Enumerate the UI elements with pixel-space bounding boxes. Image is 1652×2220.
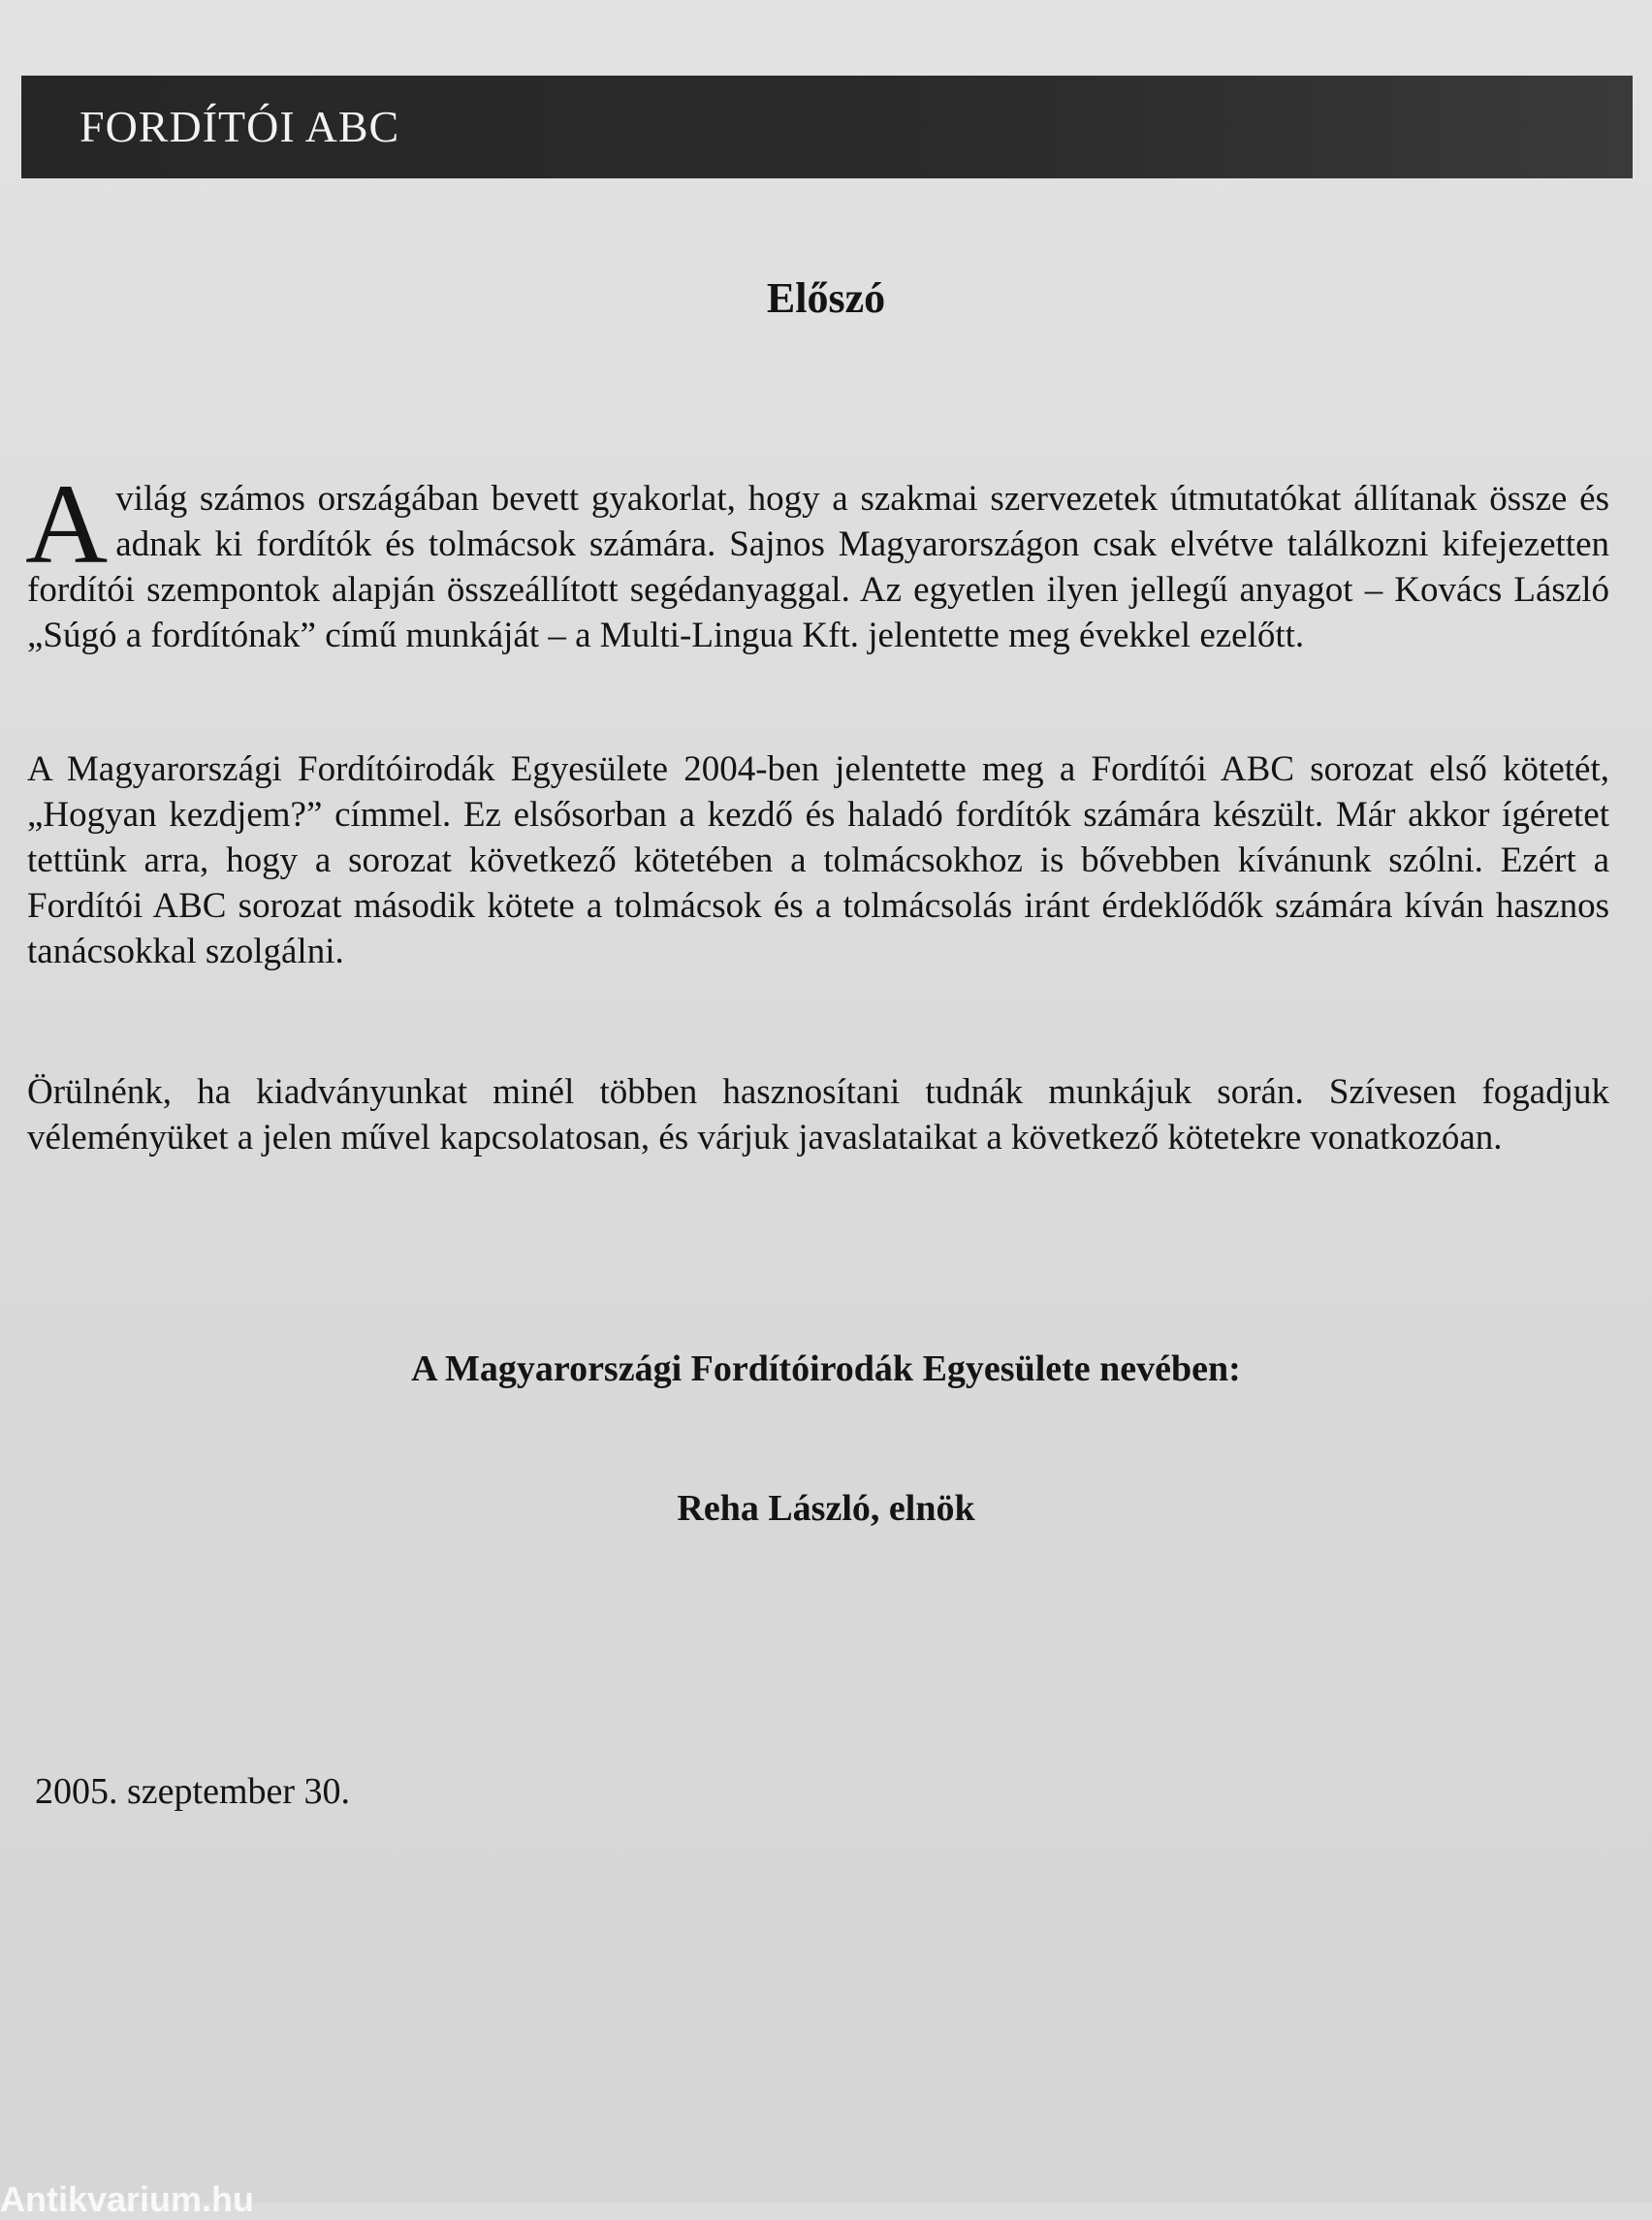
- paragraph-intro: [25, 460, 1609, 658]
- paragraph-closing: Örülnénk, ha kiadványunkat minél többen hasznosítani tudnák munkájuk során. Szívesen fogadjuk véleményüket a jelen művel kapcsolatosan, és várjuk javaslataikat a következő kötetekre vonatkozóan.: [27, 1072, 1609, 1158]
- series-title: FORDÍTÓI ABC: [79, 102, 400, 151]
- watermark: Antikvarium.hu: [0, 2179, 255, 2219]
- signature-name: Reha László, elnök: [677, 1488, 975, 1529]
- signature-organization: A Magyarországi Fordítóirodák Egyesülete nevében:: [411, 1348, 1241, 1389]
- date-line: 2005. szeptember 30.: [35, 1771, 351, 1812]
- paragraph-series: A Magyarországi Fordítóirodák Egyesülete 2004-ben jelentette meg a Fordítói ABC sorozat első kötetét, „Hogyan kezdjem?” címmel. Ez elsősorban a kezdő és haladó fordítók számára készült. Már akkor ígéretet tettünk arra, hogy a sorozat következő kötetében a tolmácsokhoz is bővebben kívánunk szólni. Ezért a Fordítói ABC sorozat második kötete a tolmácsok és a tolmácsolás iránt érdeklődők számára kíván hasznos tanácsokkal szolgálni.: [27, 749, 1609, 971]
- page-title: Előszó: [766, 274, 886, 322]
- series-header-bar: [21, 76, 1633, 178]
- paragraph-intro-text: világ számos országában bevett gyakorlat, hogy a szakmai szervezetek útmutatókat állítanak össze és adnak ki fordítók és tolmácsok számára. Sajnos Magyarországon csak elvétve találkozni kifejezetten fordítói szempontok alapján összeállított segédanyaggal. Az egyetlen ilyen jellegű anyagot – Kovács László „Súgó a fordítónak” című munkáját – a Multi-Lingua Kft. jelentette meg évekkel ezelőtt.: [27, 479, 1609, 655]
- drop-cap: A: [25, 460, 109, 587]
